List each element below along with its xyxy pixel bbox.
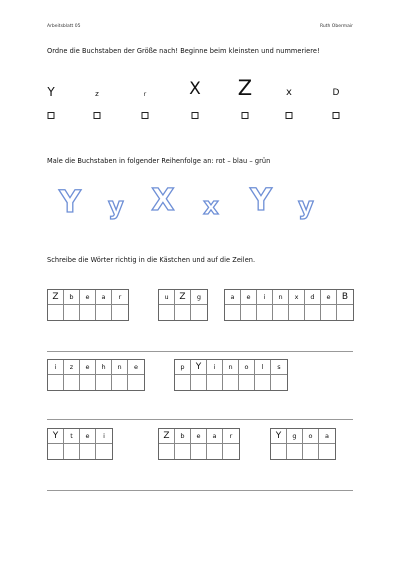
size-letter: D [332, 88, 340, 98]
answer-cell[interactable] [48, 305, 64, 320]
scrambled-letter: e [191, 429, 207, 444]
answer-cell[interactable] [223, 375, 239, 390]
scrambled-letter: u [159, 290, 175, 305]
scrambled-letter: e [241, 290, 257, 305]
answer-cell[interactable] [319, 444, 335, 459]
colour-letter[interactable]: Y [250, 183, 272, 218]
writing-line[interactable] [47, 351, 353, 352]
scrambled-letter: o [239, 360, 255, 375]
scrambled-letter: Y [271, 429, 287, 444]
scrambled-letter: x [289, 290, 305, 305]
answer-cell[interactable] [175, 444, 191, 459]
answer-cell[interactable] [303, 444, 319, 459]
scrambled-letter: h [96, 360, 112, 375]
scrambled-letter: Z [48, 290, 64, 305]
task2-instruction: Male die Buchstaben in folgender Reihenfolge an: rot – blau – grün [47, 157, 271, 165]
scrambled-letter: Y [48, 429, 64, 444]
scrambled-letter: Z [159, 429, 175, 444]
answer-cell[interactable] [96, 444, 112, 459]
scrambled-letter: e [128, 360, 144, 375]
scrambled-letter: e [80, 360, 96, 375]
scrambled-letter: o [303, 429, 319, 444]
answer-cell[interactable] [239, 375, 255, 390]
scrambled-letter: i [96, 429, 112, 444]
answer-cell[interactable] [80, 444, 96, 459]
answer-cell[interactable] [287, 444, 303, 459]
scrambled-letter: p [175, 360, 191, 375]
scrambled-letter: a [225, 290, 241, 305]
scrambled-letter: a [96, 290, 112, 305]
scrambled-letter: i [48, 360, 64, 375]
answer-cell[interactable] [48, 444, 64, 459]
colour-letter[interactable]: y [298, 192, 314, 220]
colour-letter[interactable]: Y [59, 185, 81, 220]
size-letter: r [143, 91, 147, 98]
word-grid [270, 428, 336, 460]
scrambled-letter: i [207, 360, 223, 375]
scrambled-letter: Z [175, 290, 191, 305]
task1-instruction: Ordne die Buchstaben der Größe nach! Beginne beim kleinsten und nummeriere! [47, 47, 320, 55]
answer-cell[interactable] [271, 444, 287, 459]
answer-cell[interactable] [289, 305, 305, 320]
word-grid [224, 289, 354, 321]
number-checkbox[interactable] [94, 112, 101, 119]
size-letter: Z [237, 76, 253, 100]
answer-cell[interactable] [191, 305, 207, 320]
scrambled-letter: l [255, 360, 271, 375]
scrambled-letter: s [271, 360, 287, 375]
scrambled-letter: e [80, 429, 96, 444]
scrambled-letter: r [223, 429, 239, 444]
answer-cell[interactable] [225, 305, 241, 320]
number-checkbox[interactable] [286, 112, 293, 119]
scrambled-letter: b [64, 290, 80, 305]
scrambled-letter: g [191, 290, 207, 305]
scrambled-letter: a [319, 429, 335, 444]
answer-cell[interactable] [273, 305, 289, 320]
answer-cell[interactable] [305, 305, 321, 320]
scrambled-letter: a [207, 429, 223, 444]
scrambled-letter: r [112, 290, 128, 305]
answer-cell[interactable] [255, 375, 271, 390]
answer-cell[interactable] [223, 444, 239, 459]
word-grid [158, 289, 208, 321]
answer-cell[interactable] [271, 375, 287, 390]
scrambled-letter: b [175, 429, 191, 444]
word-grid [47, 359, 145, 391]
answer-cell[interactable] [96, 305, 112, 320]
answer-cell[interactable] [321, 305, 337, 320]
answer-cell[interactable] [207, 375, 223, 390]
answer-cell[interactable] [191, 444, 207, 459]
answer-cell[interactable] [159, 305, 175, 320]
colour-letter[interactable]: X [151, 183, 175, 218]
answer-cell[interactable] [207, 444, 223, 459]
task1-letters [0, 78, 400, 108]
answer-cell[interactable] [64, 444, 80, 459]
answer-cell[interactable] [175, 375, 191, 390]
writing-line[interactable] [47, 490, 353, 491]
header-right: Ruth Obermair [319, 24, 353, 29]
answer-cell[interactable] [159, 444, 175, 459]
number-checkbox[interactable] [142, 112, 149, 119]
scrambled-letter: e [80, 290, 96, 305]
scrambled-letter: B [337, 290, 353, 305]
scrambled-letter: z [64, 360, 80, 375]
answer-cell[interactable] [257, 305, 273, 320]
answer-cell[interactable] [175, 305, 191, 320]
size-letter: X [189, 79, 201, 99]
number-checkbox[interactable] [242, 112, 249, 119]
scrambled-letter: d [305, 290, 321, 305]
answer-cell[interactable] [80, 305, 96, 320]
answer-cell[interactable] [128, 375, 144, 390]
word-grid [47, 428, 113, 460]
size-letter: z [95, 90, 99, 98]
answer-cell[interactable] [64, 375, 80, 390]
word-grid [47, 289, 129, 321]
scrambled-letter: Y [191, 360, 207, 375]
writing-line[interactable] [47, 419, 353, 420]
scrambled-letter: e [321, 290, 337, 305]
answer-cell[interactable] [48, 375, 64, 390]
scrambled-letter: n [112, 360, 128, 375]
scrambled-letter: i [257, 290, 273, 305]
scrambled-letter: n [223, 360, 239, 375]
answer-cell[interactable] [337, 305, 353, 320]
answer-cell[interactable] [112, 305, 128, 320]
scrambled-letter: t [64, 429, 80, 444]
number-checkbox[interactable] [192, 112, 199, 119]
header-left: Arbeitsblatt 05 [47, 24, 81, 29]
word-grid [174, 359, 288, 391]
answer-cell[interactable] [241, 305, 257, 320]
word-grid [158, 428, 240, 460]
answer-cell[interactable] [191, 375, 207, 390]
task2-outline-letters [0, 178, 400, 228]
scrambled-letter: g [287, 429, 303, 444]
scrambled-letter: n [273, 290, 289, 305]
answer-cell[interactable] [64, 305, 80, 320]
answer-cell[interactable] [112, 375, 128, 390]
number-checkbox[interactable] [333, 112, 340, 119]
answer-cell[interactable] [80, 375, 96, 390]
task3-instruction: Schreibe die Wörter richtig in die Kästchen und auf die Zeilen. [47, 256, 256, 264]
size-letter: Y [47, 85, 55, 99]
colour-letter[interactable]: y [108, 192, 124, 220]
size-letter: x [286, 87, 292, 98]
answer-cell[interactable] [96, 375, 112, 390]
colour-letter[interactable]: x [203, 192, 219, 220]
number-checkbox[interactable] [48, 112, 55, 119]
